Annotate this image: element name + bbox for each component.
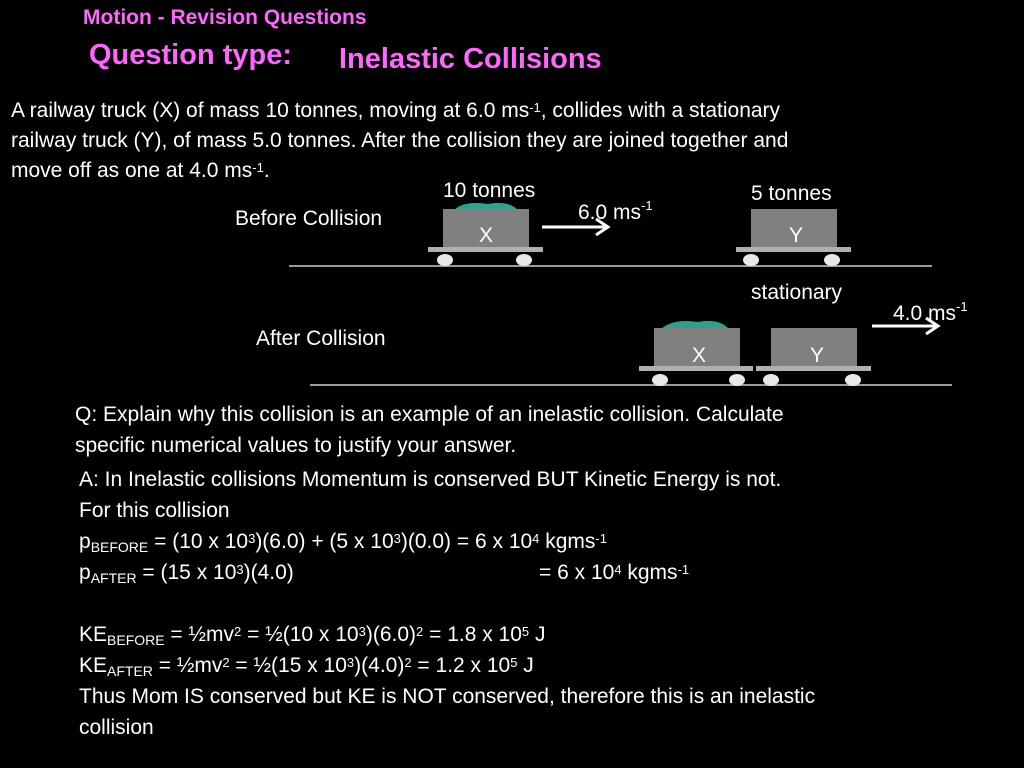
velocity-arrow-before — [542, 219, 608, 235]
truck-y-letter-before: Y — [789, 224, 804, 247]
conclusion-line-1: Thus Mom IS conserved but KE is NOT conserved, therefore this is an inelastic — [79, 685, 816, 708]
ke-before-line: $KE_{BEFORE}$ = $\frac{1}{2}mv^2$ = ½(10 x $10^3)(6.0)^2 = 1.8$ x $10^5$ J — [79, 623, 546, 648]
truck-x-letter-before: X — [479, 224, 494, 247]
truck-x-letter-after: X — [692, 344, 707, 367]
question-type-value: Inelastic Collisions — [339, 43, 602, 75]
intro-line-1: A railway truck (X) of mass 10 tonnes, moving at 6.0 $ms^{-1}$, collides with a stationary — [11, 99, 781, 122]
question-line-1: Q: Explain why this collision is an example of an inelastic collision. Calculate — [75, 403, 784, 426]
answer-line-2: For this collision — [79, 499, 230, 522]
truck-y-stationary-label: stationary — [751, 281, 843, 304]
question-text — [75, 399, 784, 461]
truck-x-velocity-label: 6.0 $ms^{-1}$ — [578, 198, 653, 224]
after-velocity-label: 4.0 $ms^{-1}$ — [893, 299, 968, 325]
question-line-2: specific numerical values to justify your answer. — [75, 434, 517, 457]
truck-y-letter-after: Y — [810, 344, 825, 367]
truck-x-mass-label: 10 tonnes — [443, 179, 536, 202]
velocity-arrow-after — [872, 318, 938, 334]
momentum-after-line: $p_{AFTER} = (15$ x $10^3)(4.0) = 6$ x $10^4$ kgms$^{-1}$ — [79, 561, 690, 586]
after-collision-label: After Collision — [256, 327, 386, 350]
question-type-label: Question type: — [89, 39, 293, 71]
ke-after-line: $KE_{AFTER}$ = $\frac{1}{2}mv^2$ = ½(15 x $10^3)(4.0)^2 = 1.2$ x $10^5$ J — [79, 654, 534, 679]
truck-y-mass-label: 5 tonnes — [751, 182, 832, 205]
blank-line — [79, 588, 815, 619]
before-collision-label: Before Collision — [235, 207, 383, 230]
answer-line-1: A: In Inelastic collisions Momentum is conserved BUT Kinetic Energy is not. — [79, 468, 782, 491]
intro-line-2: railway truck (Y), of mass 5.0 tonnes. After the collision they are joined together and — [11, 129, 789, 152]
momentum-before-line: $p_{BEFORE} = (10$ x $10^3)(6.0) + (5$ x $10^3)(0.0) = 6$ x $10^4$ kgms$^{-1}$ — [79, 530, 607, 555]
answer-block — [79, 464, 815, 743]
conclusion-line-2: collision — [79, 716, 154, 739]
intro-line-3: move off as one at 4.0 $ms^{-1}$. — [11, 159, 270, 182]
slide-title: Motion - Revision Questions — [83, 6, 367, 29]
